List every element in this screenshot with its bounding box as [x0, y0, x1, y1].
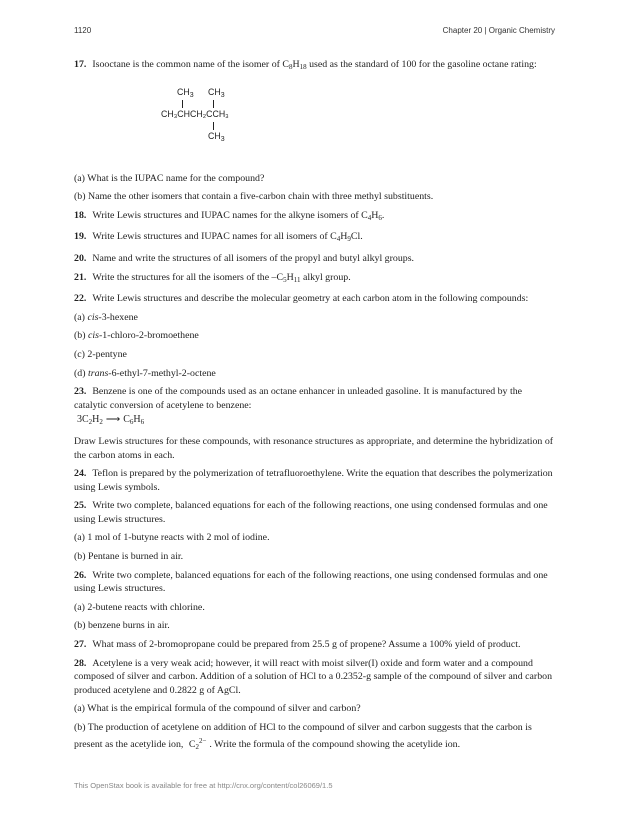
- question-20: 20. Name and write the structures of all isomers of the propyl and butyl alkyl groups.: [74, 252, 415, 264]
- question-17-part-b: (b) Name the other isomers that contain a five-carbon chain with three methyl substituents.: [74, 191, 434, 203]
- methyl-group-3: $CH_3$: [208, 130, 225, 143]
- question-22-part-d: (d) trans-6-ethyl-7-methyl-2-octene: [74, 367, 216, 379]
- question-23: 23. Benzene is one of the compounds used as an octane enhancer in unleaded gasoline. It is manufactured by the catalytic conversion of acetylene to benzene:: [74, 386, 523, 411]
- isooctane-structure: [74, 80, 556, 172]
- reaction-arrow: ⟶: [105, 414, 121, 426]
- question-22-part-b: (b) cis-1-chloro-2-bromoethene: [74, 330, 199, 342]
- question-18: 18. Write Lewis structures and IUPAC names for the alkyne isomers of $C_4H_6$.: [74, 209, 385, 222]
- main-chain: CH₃CHCH₂CCH₃: [161, 108, 229, 119]
- question-25-part-b: (b) Pentane is burned in air.: [74, 551, 184, 563]
- methyl-group-2: $CH_3$: [208, 86, 225, 99]
- methyl-group-1: $CH_3$: [177, 86, 194, 99]
- acetylene-benzene-equation: $3C_2H_2$ ⟶ $C_6H_6$: [77, 414, 145, 427]
- bond-line: [182, 100, 183, 108]
- question-23-followup: Draw Lewis structures for these compounds, with resonance structures as appropriate, and determine the hybridization of the carbon atoms in each.: [74, 435, 554, 461]
- question-17-part-a: (a) What is the IUPAC name for the compound?: [74, 172, 265, 184]
- question-17: 17. Isooctane is the common name of the isomer of $C_8H_{18}$ used as the standard of 100 for the gasoline octane rating:: [74, 59, 537, 71]
- question-26-part-b: (b) benzene burns in air.: [74, 620, 170, 632]
- acetylide-ion: $C_2^{2-}$: [188, 736, 207, 751]
- question-27: 27. What mass of 2-bromopropane could be prepared from 25.5 g of propene? Assume a 100% yield of product.: [74, 639, 521, 651]
- question-28-part-a: (a) What is the empirical formula of the compound of silver and carbon?: [74, 703, 361, 715]
- exercise-list: [74, 58, 556, 759]
- chapter-title: Chapter 20 | Organic Chemistry: [442, 26, 555, 35]
- question-26-part-a: (a) 2-butene reacts with chlorine.: [74, 601, 205, 613]
- question-22: 22. Write Lewis structures and describe the molecular geometry at each carbon atom in the following compounds:: [74, 293, 529, 305]
- question-22-part-a: (a) cis-3-hexene: [74, 311, 138, 323]
- question-21: 21. Write the structures for all the isomers of the $-C_5H_{11}$ alkyl group.: [74, 271, 351, 284]
- page-number: 1120: [74, 26, 92, 35]
- bond-line: [213, 122, 214, 130]
- question-19: 19. Write Lewis structures and IUPAC names for all isomers of $C_4H_9Cl$.: [74, 231, 363, 244]
- question-28: 28. Acetylene is a very weak acid; however, it will react with moist silver(I) oxide and form water and a compound composed of silver and carbon. Addition of a solution of HCl to a 0.2352-g sample of the compound of silver and carbon produced acetylene and 0.2822 g of AgCl.: [74, 657, 553, 696]
- question-25-part-a: (a) 1 mol of 1-butyne reacts with 2 mol of iodine.: [74, 532, 270, 544]
- question-24: 24. Teflon is prepared by the polymerization of tetrafluoroethylene. Write the equation that describes the polymerization using Lewis symbols.: [74, 468, 553, 493]
- question-22-part-c: (c) 2-pentyne: [74, 348, 127, 360]
- question-25: 25. Write two complete, balanced equations for each of the following reactions, one using condensed formulas and one using Lewis structures.: [74, 500, 548, 525]
- question-28-part-b: (b) The production of acetylene on addition of HCl to the compound of silver and carbon suggests that the carbon is present as the acetylide ion, $C_2^{2-}$ . Write the formula of the compound showing the acetylide ion.: [74, 721, 556, 754]
- question-26: 26. Write two complete, balanced equations for each of the following reactions, one using condensed formulas and one using Lewis structures.: [74, 569, 548, 595]
- bond-line: [213, 100, 214, 108]
- footer-note: This OpenStax book is available for free at http://cnx.org/content/col26069/1.5: [74, 781, 333, 790]
